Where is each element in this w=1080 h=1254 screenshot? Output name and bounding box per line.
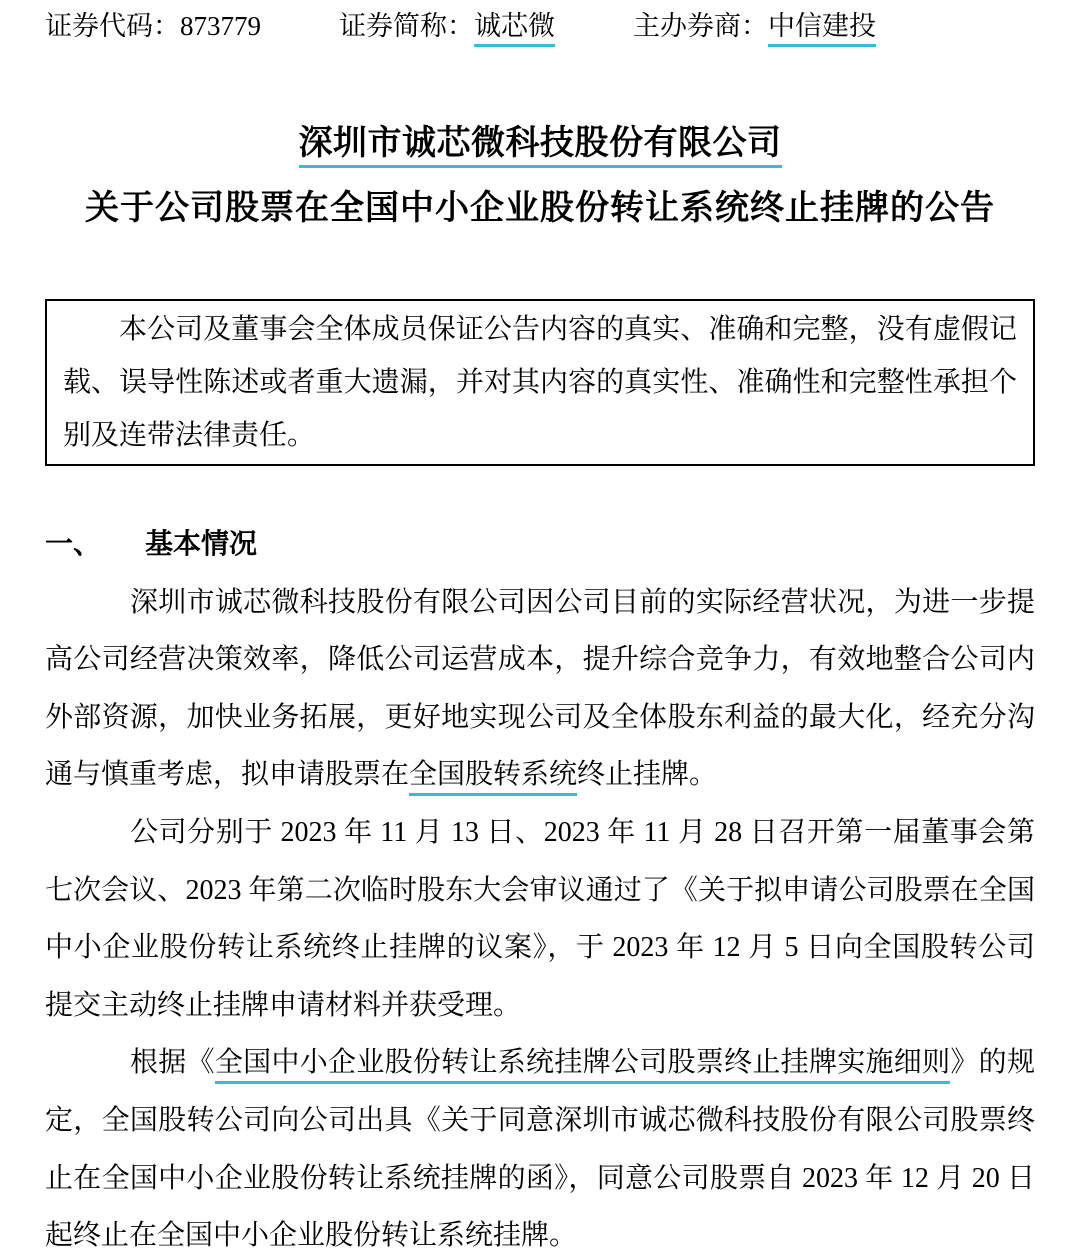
paragraph-1-run-1-underlined: 全国股转系统	[409, 759, 577, 796]
section-number: 一、	[45, 529, 102, 560]
stock-name-value: 诚芯微	[474, 11, 555, 47]
disclaimer-box	[45, 299, 1035, 466]
stock-name-label: 证券简称：	[339, 11, 474, 41]
stock-code-label: 证券代码：	[45, 11, 180, 41]
paragraph-2-run-0: 公司分别于 2023 年 11 月 13 日、2023 年 11 月 28 日召开第一届董事会第七次会议、2023 年第二次临时股东大会审议通过了《关于拟申请公司股票在全国中小企业股份转让系统终止挂牌的议案》，于 2023 年 12 月 5 日向全国股转公司提交主动终止挂牌申请材料并获受理。	[45, 816, 1035, 1021]
paragraph-1	[45, 574, 1035, 804]
announcement-title: 关于公司股票在全国中小企业股份转让系统终止挂牌的公告	[85, 190, 995, 227]
sponsor-value: 中信建投	[768, 11, 876, 47]
company-title-text: 深圳市诚芯微科技股份有限公司	[299, 125, 782, 168]
paragraph-2	[45, 804, 1035, 1034]
paragraph-1-run-0: 深圳市诚芯微科技股份有限公司因公司目前的实际经营状况，为进一步提高公司经营决策效率，降低公司运营成本，提升综合竞争力，有效地整合公司内外部资源，加快业务拓展，更好地实现公司及全体股东利益的最大化，经充分沟通与慎重考虑，拟申请股票在	[45, 586, 1035, 791]
paragraph-3-run-2: 》的规定，全国股转公司向公司出具《关于同意深圳市诚芯微科技股份有限公司股票终止在全国中小企业股份转让系统挂牌的函》，同意公司股票自 2023 年 12 月 20 日起终止在全国中小企业股份转让系统挂牌。	[45, 1047, 1035, 1252]
section-title: 基本情况	[145, 529, 258, 560]
stock-code-item	[45, 8, 261, 44]
sponsor-item	[633, 8, 876, 44]
paragraph-3-run-1-underlined: 全国中小企业股份转让系统挂牌公司股票终止挂牌实施细则	[215, 1047, 951, 1084]
disclaimer-text: 本公司及董事会全体成员保证公告内容的真实、准确和完整，没有虚假记载、误导性陈述或者重大遗漏，并对其内容的真实性、准确性和完整性承担个别及连带法律责任。	[63, 314, 1017, 451]
section-heading	[45, 516, 1035, 574]
paragraph-3-run-0: 根据《	[130, 1047, 215, 1079]
paragraph-3	[45, 1034, 1035, 1254]
company-title	[45, 124, 1035, 164]
sponsor-label: 主办券商：	[633, 11, 768, 41]
stock-name-item	[339, 8, 555, 44]
paragraph-1-run-2: 终止挂牌。	[577, 759, 718, 791]
stock-code-value: 873779	[180, 11, 261, 41]
securities-header-row	[45, 8, 1035, 44]
